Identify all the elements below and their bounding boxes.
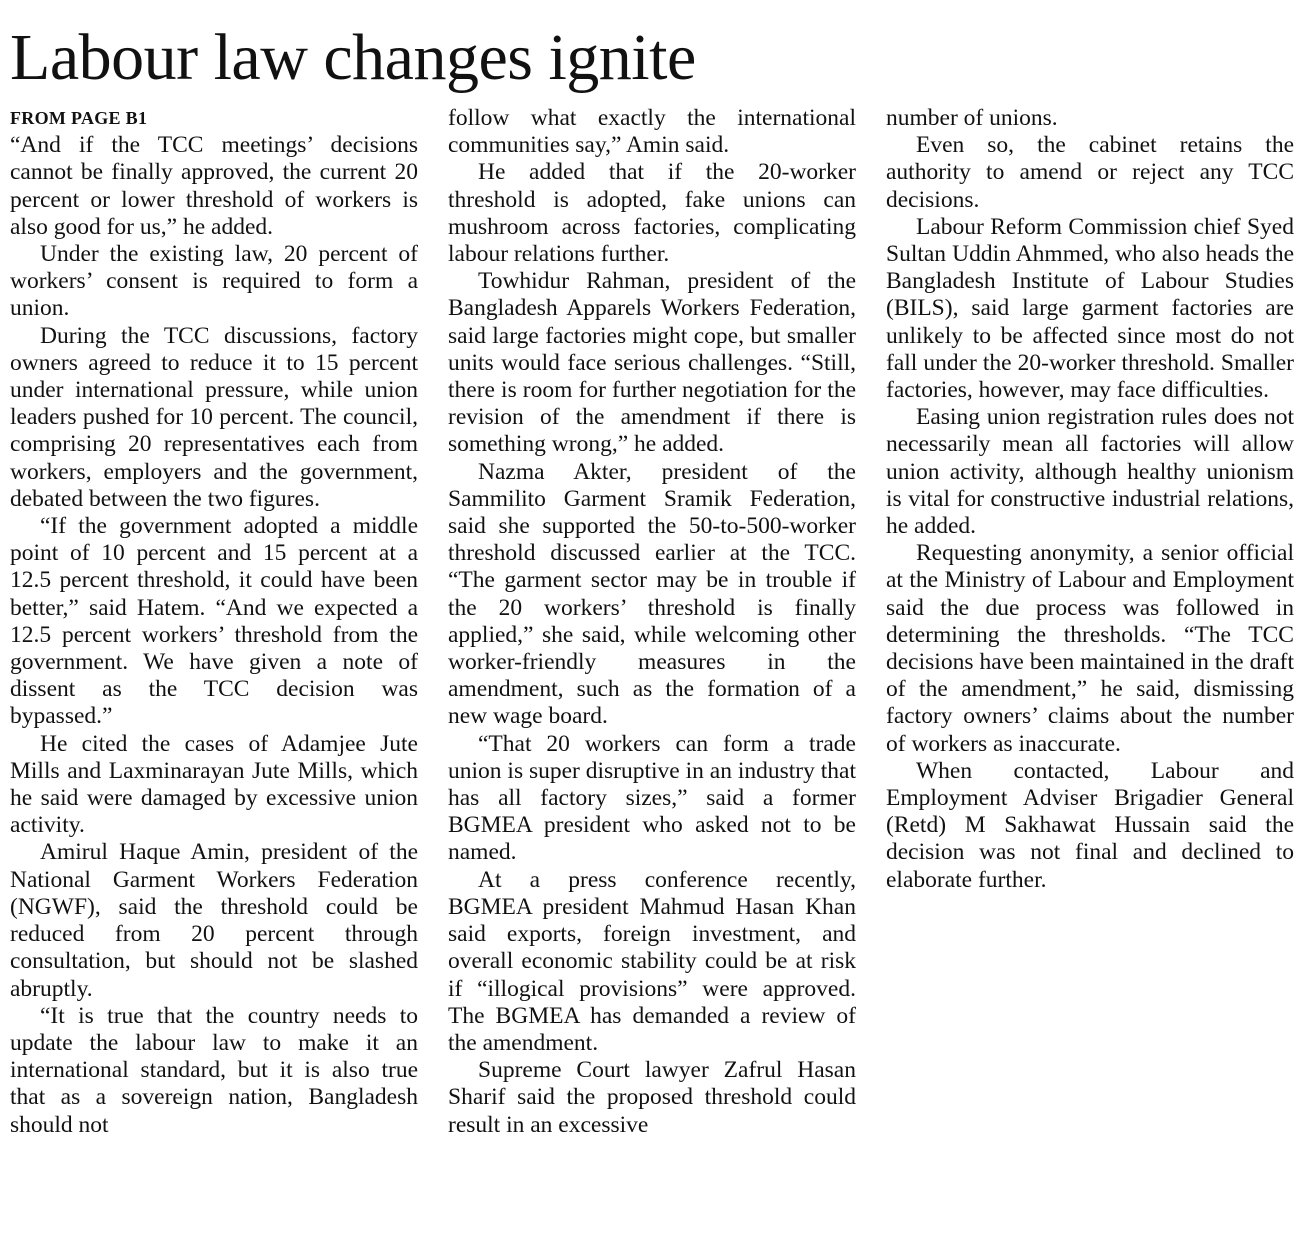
headline: Labour law changes ignite xyxy=(10,21,696,94)
article-column-3 xyxy=(886,105,1294,894)
paragraph: Easing union registration rules does not necessarily mean all factories will allow union activity, although healthy unionism is vital for constructive industrial relations, he added. xyxy=(886,404,1294,540)
paragraph: number of unions. xyxy=(886,105,1058,131)
paragraph: “That 20 workers can form a trade union is super disruptive in an industry that has all factory sizes,” said a former BGMEA president who asked not to be named. xyxy=(448,730,856,866)
paragraph: At a press conference recently, BGMEA president Mahmud Hasan Khan said exports, foreign investment, and overall economic stability could be at risk if “illogical provisions” were approved. The BGMEA has demanded a review of the amendment. xyxy=(448,866,856,1056)
paragraph: He added that if the 20-worker threshold is adopted, fake unions can mushroom across factories, complicating labour relations further. xyxy=(448,159,856,268)
continuation-kicker: FROM PAGE B1 xyxy=(10,108,148,128)
article-column-2 xyxy=(448,105,856,1139)
paragraph: “It is true that the country needs to update the labour law to make it an international standard, but it is also true that as a sovereign nation, Bangladesh should not xyxy=(10,1002,418,1138)
paragraph: Towhidur Rahman, president of the Bangladesh Apparels Workers Federation, said large factories might cope, but smaller units would face serious challenges. “Still, there is room for further negotiation for the revision of the amendment if there is something wrong,” he added. xyxy=(448,268,856,458)
paragraph: “And if the TCC meetings’ decisions cannot be finally approved, the current 20 percent or lower threshold of workers is also good for us,” he added. xyxy=(10,132,418,240)
paragraph: Requesting anonymity, a senior official at the Ministry of Labour and Employment said the due process was followed in determining the thresholds. “The TCC decisions have been maintained in the draft of the amendment,” he said, dismissing factory owners’ claims about the number of workers as inaccurate. xyxy=(886,540,1294,757)
paragraph: Labour Reform Commission chief Syed Sultan Uddin Ahmmed, who also heads the Bangladesh Institute of Labour Studies (BILS), said large garment factories are unlikely to be affected since most do not fall under the 20-worker threshold. Smaller factories, however, may face difficulties. xyxy=(886,213,1294,404)
paragraph: “If the government adopted a middle point of 10 percent and 15 percent at a 12.5 percent threshold, it could have been better,” said Hatem. “And we expected a 12.5 percent workers’ threshold from the government. We have given a note of dissent as the TCC decision was bypassed.” xyxy=(10,513,418,730)
paragraph: Nazma Akter, president of the Sammilito Garment Sramik Federation, said she supported the 50-to-500-worker threshold discussed earlier at the TCC. “The garment sector may be in trouble if the 20 workers’ threshold is finally applied,” she said, while welcoming other worker-friendly measures in the amendment, such as the formation of a new wage board. xyxy=(448,458,856,730)
paragraph: Amirul Haque Amin, president of the National Garment Workers Federation (NGWF), said the threshold could be reduced from 20 percent through consultation, but should not be slashed abruptly. xyxy=(10,839,418,1002)
paragraph: Under the existing law, 20 percent of workers’ consent is required to form a union. xyxy=(10,241,418,322)
paragraph: He cited the cases of Adamjee Jute Mills and Laxminarayan Jute Mills, which he said were damaged by excessive union activity. xyxy=(10,730,418,839)
article-column-1 xyxy=(10,105,418,1139)
paragraph: When contacted, Labour and Employment Adviser Brigadier General (Retd) M Sakhawat Hussain said the decision was not final and declined to elaborate further. xyxy=(886,757,1294,893)
paragraph: Supreme Court lawyer Zafrul Hasan Sharif said the proposed threshold could result in an excessive xyxy=(448,1057,856,1138)
paragraph: follow what exactly the international communities say,” Amin said. xyxy=(448,105,856,159)
paragraph: Even so, the cabinet retains the authority to amend or reject any TCC decisions. xyxy=(886,132,1294,213)
paragraph: During the TCC discussions, factory owners agreed to reduce it to 15 percent under international pressure, while union leaders pushed for 10 percent. The council, comprising 20 representatives each from workers, employers and the government, debated between the two figures. xyxy=(10,322,418,512)
